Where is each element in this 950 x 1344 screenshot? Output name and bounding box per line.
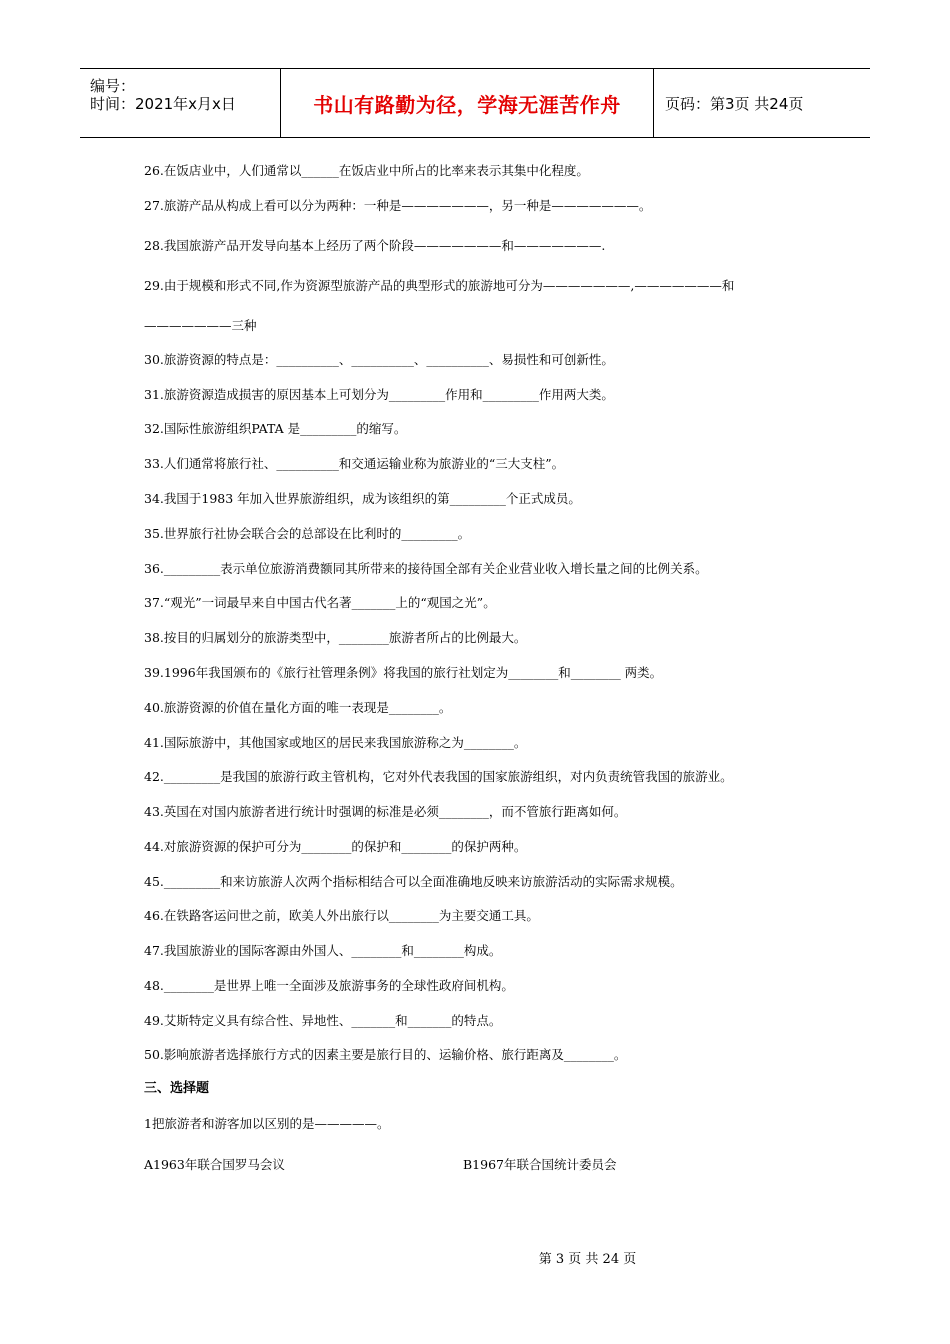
question-29: 29.由于规模和形式不同,作为资源型旅游产品的典型形式的旅游地可分为———————,———————和 — [144, 278, 735, 293]
question-26: 26.在饭店业中，人们通常以______在饭店业中所占的比率来表示其集中化程度。 — [144, 163, 589, 178]
question-43: 43.英国在对国内旅游者进行统计时强调的标准是必须________，而不管旅行距离如何。 — [144, 804, 627, 819]
number-label: 编号： — [90, 77, 136, 95]
section-title: 三、选择题 — [144, 1081, 210, 1096]
question-42: 42._________是我国的旅游行政主管机构，它对外代表我国的国家旅游组织，对内负责统管我国的旅游业。 — [144, 769, 733, 784]
option-a: A1963年联合国罗马会议 — [144, 1157, 285, 1172]
question-45: 45._________和来访旅游人次两个指标相结合可以全面准确地反映来访旅游活动的实际需求规模。 — [144, 874, 683, 889]
question-34: 34.我国于1983 年加入世界旅游组织，成为该组织的第_________个正式成员。 — [144, 491, 581, 506]
choice-question-1: 1把旅游者和游客加以区别的是—————。 — [144, 1116, 390, 1131]
document-header — [80, 68, 870, 138]
question-50: 50.影响旅游者选择旅行方式的因素主要是旅行目的、运输价格、旅行距离及________。 — [144, 1047, 627, 1062]
page-footer — [0, 1248, 950, 1267]
question-48: 48.________是世界上唯一全面涉及旅游事务的全球性政府间机构。 — [144, 978, 514, 993]
page-info: 页码：第3页 共24页 — [665, 94, 804, 113]
footer-page-number: 第 3 页 共 24 页 — [538, 1252, 637, 1267]
question-30: 30.旅游资源的特点是：__________、__________、__________、易损性和可创新性。 — [144, 352, 614, 367]
question-49: 49.艾斯特定义具有综合性、异地性、_______和_______的特点。 — [144, 1013, 502, 1028]
question-47: 47.我国旅游业的国际客源由外国人、________和________构成。 — [144, 943, 502, 958]
question-27: 27.旅游产品从构成上看可以分为两种：一种是———————，另一种是———————。 — [144, 198, 652, 213]
date-label: 时间：2021年x月x日 — [90, 95, 236, 113]
header-page-cell — [653, 69, 870, 137]
option-b: B1967年联合国统计委员会 — [463, 1157, 617, 1172]
question-40: 40.旅游资源的价值在量化方面的唯一表现是________。 — [144, 700, 452, 715]
header-motto-cell — [280, 69, 654, 137]
question-41: 41.国际旅游中，其他国家或地区的居民来我国旅游称之为________。 — [144, 735, 527, 750]
motto-text: 书山有路勤为径，学海无涯苦作舟 — [313, 92, 621, 117]
question-28: 28.我国旅游产品开发导向基本上经历了两个阶段———————和———————. — [144, 238, 606, 253]
question-46: 46.在铁路客运问世之前，欧美人外出旅行以________为主要交通工具。 — [144, 908, 539, 923]
question-33: 33.人们通常将旅行社、__________和交通运输业称为旅游业的“三大支柱”。 — [144, 456, 565, 471]
question-37: 37.“观光”一词最早来自中国古代名著_______上的“观国之光”。 — [144, 595, 496, 610]
question-38: 38.按目的归属划分的旅游类型中，________旅游者所占的比例最大。 — [144, 630, 527, 645]
question-36: 36._________表示单位旅游消费额同其所带来的接待国全部有关企业营业收入增长量之间的比例关系。 — [144, 561, 708, 576]
question-39: 39.1996年我国颁布的《旅行社管理条例》将我国的旅行社划定为________和________ 两类。 — [144, 665, 663, 680]
header-meta — [80, 69, 280, 137]
question-44: 44.对旅游资源的保护可分为________的保护和________的保护两种。 — [144, 839, 527, 854]
question-31: 31.旅游资源造成损害的原因基本上可划分为_________作用和_________作用两大类。 — [144, 387, 614, 402]
question-29-continued: ———————三种 — [144, 318, 257, 333]
question-35: 35.世界旅行社协会联合会的总部设在比利时的_________。 — [144, 526, 471, 541]
question-32: 32.国际性旅游组织PATA 是_________的缩写。 — [144, 421, 407, 436]
